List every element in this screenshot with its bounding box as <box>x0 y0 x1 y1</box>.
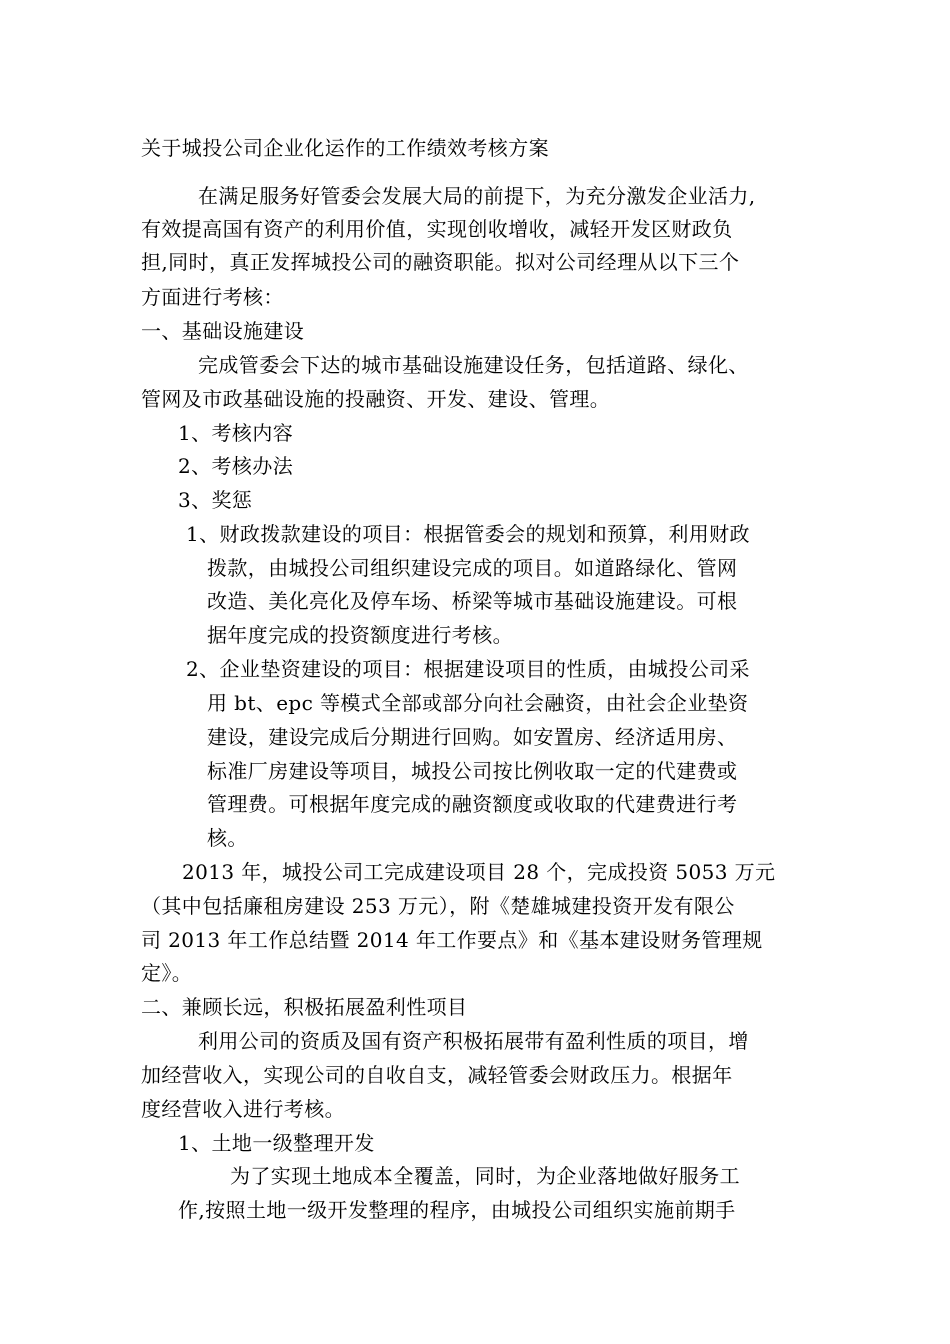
list-item-line: 标准厂房建设等项目，城投公司按比例收取一定的代建费或 <box>207 759 738 783</box>
list-item-line: 据年度完成的投资额度进行考核。 <box>207 623 513 647</box>
sub-item: 2、考核办法 <box>178 454 294 478</box>
sub-heading: 1、土地一级整理开发 <box>178 1131 375 1155</box>
list-item-line: 管理费。可根据年度完成的融资额度或收取的代建费进行考 <box>207 792 738 816</box>
sub-item: 3、奖惩 <box>178 488 253 512</box>
list-item-line: 建设，建设完成后分期进行回购。如安置房、经济适用房、 <box>207 725 738 749</box>
intro-line: 在满足服务好管委会发展大局的前提下，为充分激发企业活力, <box>198 184 756 208</box>
paragraph-line: 度经营收入进行考核。 <box>141 1097 345 1121</box>
intro-line: 方面进行考核： <box>141 285 284 309</box>
list-item-line: 核。 <box>207 826 248 850</box>
list-item-line: 拨款，由城投公司组织建设完成的项目。如道路绿化、管网 <box>207 556 738 580</box>
intro-line: 有效提高国有资产的利用价值，实现创收增收，减轻开发区财政负 <box>141 217 733 241</box>
summary-line: 定》。 <box>141 961 193 985</box>
list-item-line: 改造、美化亮化及停车场、桥梁等城市基础设施建设。可根 <box>207 589 738 613</box>
paragraph-line: 利用公司的资质及国有资产积极拓展带有盈利性质的项目，增 <box>198 1029 749 1053</box>
paragraph-line: 为了实现土地成本全覆盖，同时，为企业落地做好服务工 <box>230 1164 740 1188</box>
intro-line: 担,同时，真正发挥城投公司的融资职能。拟对公司经理从以下三个 <box>141 250 740 274</box>
paragraph-line: 管网及市政基础设施的投融资、开发、建设、管理。 <box>141 387 611 411</box>
list-item-line: 2、企业垫资建设的项目：根据建设项目的性质，由城投公司采 <box>186 657 750 681</box>
document-title: 关于城投公司企业化运作的工作绩效考核方案 <box>141 136 549 160</box>
section-heading: 一、基础设施建设 <box>141 319 305 343</box>
sub-item: 1、考核内容 <box>178 421 294 445</box>
summary-line: 2013 年，城投公司工完成建设项目 28 个，完成投资 5053 万元 <box>182 860 776 884</box>
list-item-line: 用 bt、epc 等模式全部或部分向社会融资，由社会企业垫资 <box>207 691 749 715</box>
paragraph-line: 加经营收入，实现公司的自收自支，减轻管委会财政压力。根据年 <box>141 1063 733 1087</box>
list-item-line: 1、财政拨款建设的项目：根据管委会的规划和预算，利用财政 <box>186 522 750 546</box>
paragraph-line: 完成管委会下达的城市基础设施建设任务，包括道路、绿化、 <box>198 353 749 377</box>
summary-line: （其中包括廉租房建设 253 万元），附《楚雄城建投资开发有限公 <box>141 894 735 918</box>
summary-line: 司 2013 年工作总结暨 2014 年工作要点》和《基本建设财务管理规 <box>141 928 763 952</box>
section-heading: 二、兼顾长远，积极拓展盈利性项目 <box>141 995 468 1019</box>
paragraph-line: 作,按照土地一级开发整理的程序，由城投公司组织实施前期手 <box>178 1198 736 1222</box>
